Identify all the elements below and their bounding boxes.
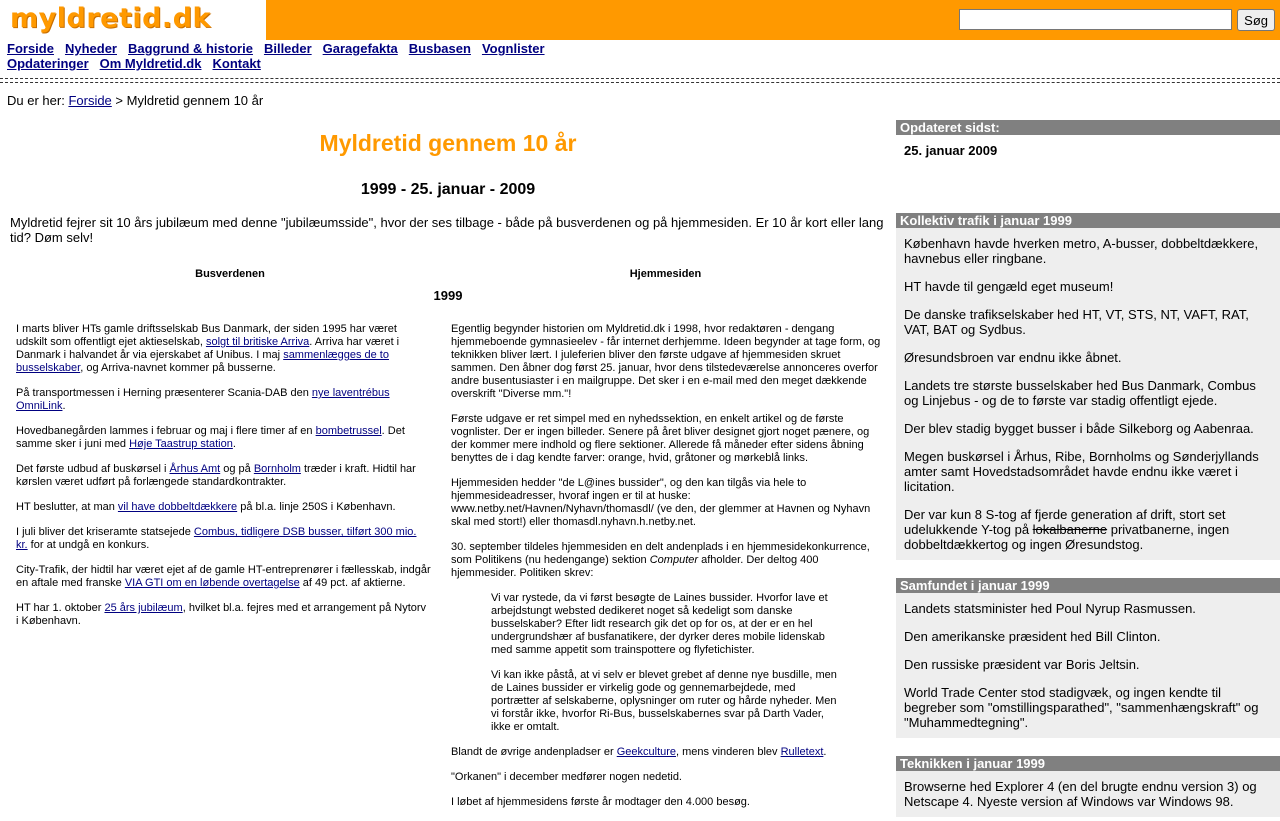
news-item: I juli bliver det kriseramte statsejede Combus, tidligere DSB busser, tilført 300 mio. kr. for at undgå en konkurs. bbox=[16, 526, 417, 551]
nav-busbasen[interactable]: Busbasen bbox=[408, 41, 471, 56]
fact-item: World Trade Center stod stadigvæk, og ingen kendte til begreber som "omstillingsparathed", "sammenhængskraft" og "Muhammedtegning". bbox=[904, 685, 1259, 730]
news-item: I marts bliver HTs gamle driftsselskab Bus Danmark, der siden 1995 har været udskilt som offentligt ejet aktieselskab, solgt til britiske Arriva. Arriva har været i Danmark i halvandet år via ejerskabet af Unibus. I maj sammenlægges de to busselskaber, og Arriva-navnet kommer på busserne. bbox=[16, 323, 400, 374]
box-kollektiv-trafik bbox=[896, 228, 1280, 560]
updated-header: Opdateret sidst: bbox=[896, 120, 1280, 135]
intro-text: Myldretid fejrer sit 10 års jubilæum med denne "jubilæumsside", hvor der ses tilbage - både på busverdenen og på hjemmesiden. Er 10 år kort eller lang tid? Døm selv! bbox=[10, 215, 884, 245]
nav-row-1 bbox=[7, 41, 1273, 56]
nav-nyheder[interactable]: Nyheder bbox=[64, 41, 117, 56]
history-item: Hjemmesiden hedder "de L@ines bussider", og den kan tilgås via hele to hjemmesideadresser, hvoraf ingen er til at huske: www.netby.net/Havnen/Nyhavn/thomasdl/ (ve den, der glemmer at Havnen og Nyhavn skal med stort!) eller thomasdl.nyhavn.h.netby.net. bbox=[451, 477, 871, 528]
hjemmesiden-column bbox=[441, 323, 881, 821]
box-samfundet bbox=[896, 593, 1280, 738]
box-header-teknikken: Teknikken i januar 1999 bbox=[896, 756, 1280, 771]
nav-baggrund[interactable]: Baggrund & historie bbox=[128, 41, 253, 56]
link-bornholm[interactable]: Bornholm bbox=[253, 463, 301, 475]
timeline-columns bbox=[6, 323, 890, 821]
news-item: Det første udbud af buskørsel i Århus Amt og på Bornholm træder i kraft. Hidtil har kørslen været udført på forlængede standardkontrakter. bbox=[16, 463, 416, 488]
nav-om[interactable]: Om Myldretid.dk bbox=[99, 56, 202, 71]
fact-item: Landets tre største busselskaber hed Bus Danmark, Combus og Linjebus - og de to første var stadig offentligt ejede. bbox=[904, 378, 1256, 408]
link-omnilink[interactable]: nye laventrébus OmniLink bbox=[16, 387, 390, 412]
struck-text: lokalbanerne bbox=[1032, 522, 1108, 537]
box-teknikken bbox=[896, 771, 1280, 817]
nav-billeder[interactable]: Billeder bbox=[263, 41, 312, 56]
page-title: Myldretid gennem 10 år bbox=[319, 130, 577, 156]
search-input[interactable] bbox=[959, 9, 1232, 30]
column-headers bbox=[6, 268, 890, 280]
busverdenen-column bbox=[6, 323, 441, 821]
history-item: Første udgave er ret simpel med en nyhedssektion, en enkelt artikel og de første vognlister. Der er ingen billeder. Senere på året bliver designet gjort noget pænere, og der kommer mere indhold og flere sektioner. Allerede få måneder efter sidens åbning benyttes de i dag kendte farver: orange, hvid, gråtoner og mørkeblå links. bbox=[451, 413, 870, 464]
breadcrumb-separator: > bbox=[115, 93, 124, 108]
link-sammenlaegges[interactable]: sammenlægges de to busselskaber bbox=[16, 349, 389, 374]
link-dobbeltdaekkere[interactable]: vil have dobbeltdækkere bbox=[117, 501, 238, 513]
updated-date: 25. januar 2009 bbox=[896, 135, 1280, 213]
fact-item: Megen buskørsel i Århus, Ribe, Bornholms og Sønderjyllands amter samt Hovedstadsområdet havde endnu ikke været i licitation. bbox=[904, 449, 1259, 494]
link-aarhus-amt[interactable]: Århus Amt bbox=[169, 463, 221, 475]
link-via-gti[interactable]: VIA GTI om en løbende overtagelse bbox=[124, 577, 300, 589]
link-hoje-taastrup[interactable]: Høje Taastrup station bbox=[129, 438, 233, 450]
history-item: 30. september tildeles hjemmesiden en delt andenplads i en hjemmesidekonkurrence, som Politikens (nu hedengange) sektion Computer afholder. Der deltog 400 hjemmesider. Politiken skrev: bbox=[451, 541, 870, 579]
fact-item: Der blev stadig bygget busser i både Silkeborg og Aabenraa. bbox=[904, 421, 1254, 436]
link-arriva[interactable]: solgt til britiske Arriva bbox=[205, 336, 310, 348]
fact-item: De danske trafikselskaber hed HT, VT, STS, NT, VAFT, RAT, VAT, BAT og Sydbus. bbox=[904, 307, 1249, 337]
history-item: Blandt de øvrige andenpladser er Geekculture, mens vinderen blev Rulletext. bbox=[451, 746, 827, 758]
news-item: På transportmessen i Herning præsenterer Scania-DAB den nye laventrébus OmniLink. bbox=[16, 387, 390, 412]
link-geekculture[interactable]: Geekculture bbox=[616, 746, 677, 758]
history-item: Egentlig begynder historien om Myldretid.dk i 1998, hvor redaktøren - dengang hjemmeboende gymnasieelev - får internet derhjemme. Ideen begynder at tage form, og teknikken bliver lært. I juleferien bliver den første udgave af hjemmesiden skruet sammen. Den åbner dog først 25. januar, hvor dens tilstedeværelse annonceres overfor andre busentusiaster i en mailgruppe. Det sker i en e-mail med den meget dækkende overskrift "Diverse mm."! bbox=[451, 323, 881, 400]
breadcrumb-current: Myldretid gennem 10 år bbox=[126, 93, 264, 108]
fact-item: Øresundsbroen var endnu ikke åbnet. bbox=[904, 350, 1122, 365]
search-form bbox=[959, 9, 1275, 31]
news-item: Hovedbanegården lammes i februar og maj i flere timer af en bombetrussel. Det samme sker i juni med Høje Taastrup station. bbox=[16, 425, 405, 450]
box-header-samfundet: Samfundet i januar 1999 bbox=[896, 578, 1280, 593]
main-nav bbox=[0, 40, 1280, 71]
quote-paragraph: Vi kan ikke påstå, at vi selv er blevet grebet af denne nye busdille, men de Laines bussider er virkelig gode og gennemarbejdede, med portrætter af selskaberne, oplysninger om ruter og hårde nyheder. Men vi forstår ikke, hvorfor Ri-Bus, busselskabernes svar på Darth Vader, ikke er omtalt. bbox=[491, 669, 837, 733]
quote-paragraph: Vi var rystede, da vi først besøgte de Laines bussider. Hvorfor lave et arbejdstungt websted dedikeret noget så kedeligt som danske busselskaber? Efter lidt research gik det op for os, at der er en hel undergrundshær af busfanatikere, der dyrker deres mobile lidenskab med samme appetit som trainspottere og flyfetichister. bbox=[491, 592, 828, 656]
nav-forside[interactable]: Forside bbox=[7, 41, 54, 56]
breadcrumb-prefix: Du er her: bbox=[7, 93, 65, 108]
site-logo[interactable]: myldretid.dk bbox=[10, 3, 211, 34]
link-rulletext[interactable]: Rulletext bbox=[780, 746, 824, 758]
link-25-aars-jubilaeum[interactable]: 25 års jubilæum bbox=[104, 602, 183, 614]
news-item: HT har 1. oktober 25 års jubilæum, hvilket bl.a. fejres med et arrangement på Nytorv i København. bbox=[16, 602, 427, 627]
header-bar bbox=[0, 0, 1280, 40]
col-head-hjemmesiden: Hjemmesiden bbox=[629, 268, 702, 280]
link-bombetrussel[interactable]: bombetrussel bbox=[315, 425, 382, 437]
link-combus[interactable]: Combus, tidligere DSB busser, tilført 300 mio. kr. bbox=[16, 526, 417, 551]
fact-item: Browserne hed Explorer 4 (en del brugte endnu version 3) og Netscape 4. Nyeste version af Windows var Windows 98. bbox=[904, 779, 1257, 809]
fact-item: Den amerikanske præsident hed Bill Clinton. bbox=[904, 629, 1161, 644]
breadcrumb-home-link[interactable]: Forside bbox=[68, 93, 112, 108]
fact-item: Landets statsminister hed Poul Nyrup Rasmussen. bbox=[904, 601, 1196, 616]
history-item: "Orkanen" i december medfører nogen nedetid. bbox=[451, 771, 682, 783]
news-item: HT beslutter, at man vil have dobbeltdækkere på bl.a. linje 250S i København. bbox=[16, 501, 396, 513]
news-item: City-Trafik, der hidtil har været ejet af de gamle HT-entreprenører i fællesskab, indgår en aftale med franske VIA GTI om en løbende overtagelse af 49 pct. af aktierne. bbox=[16, 564, 431, 589]
logo-area bbox=[0, 0, 267, 40]
fact-item: Den russiske præsident var Boris Jeltsin. bbox=[904, 657, 1140, 672]
nav-opdateringer[interactable]: Opdateringer bbox=[7, 56, 89, 71]
col-head-busverdenen: Busverdenen bbox=[195, 268, 265, 280]
search-button[interactable]: Søg bbox=[1237, 9, 1275, 31]
politiken-quote bbox=[491, 592, 841, 734]
page-subtitle: 1999 - 25. januar - 2009 bbox=[360, 181, 536, 198]
box-header-kollektiv-trafik: Kollektiv trafik i januar 1999 bbox=[896, 213, 1280, 228]
sidebar bbox=[896, 120, 1280, 817]
nav-vognlister[interactable]: Vognlister bbox=[481, 41, 545, 56]
fact-item: København havde hverken metro, A-busser, dobbeltdækkere, havnebus eller ringbane. bbox=[904, 236, 1259, 266]
fact-item: Der var kun 8 S-tog af fjerde generation af drift, stort set udelukkende Y-tog på lokalbanerne privatbanerne, ingen dobbeltdækkertog og ingen Øresundstog. bbox=[904, 507, 1230, 552]
nav-kontakt[interactable]: Kontakt bbox=[212, 56, 261, 71]
main-content bbox=[6, 126, 890, 821]
fact-item: HT havde til gengæld eget museum! bbox=[904, 279, 1114, 294]
nav-row-2 bbox=[7, 56, 1273, 71]
breadcrumb bbox=[0, 83, 1280, 108]
history-item: I løbet af hjemmesidens første år modtager den 4.000 besøg. bbox=[451, 796, 750, 808]
year-heading: 1999 bbox=[433, 288, 463, 303]
nav-garagefakta[interactable]: Garagefakta bbox=[322, 41, 398, 56]
